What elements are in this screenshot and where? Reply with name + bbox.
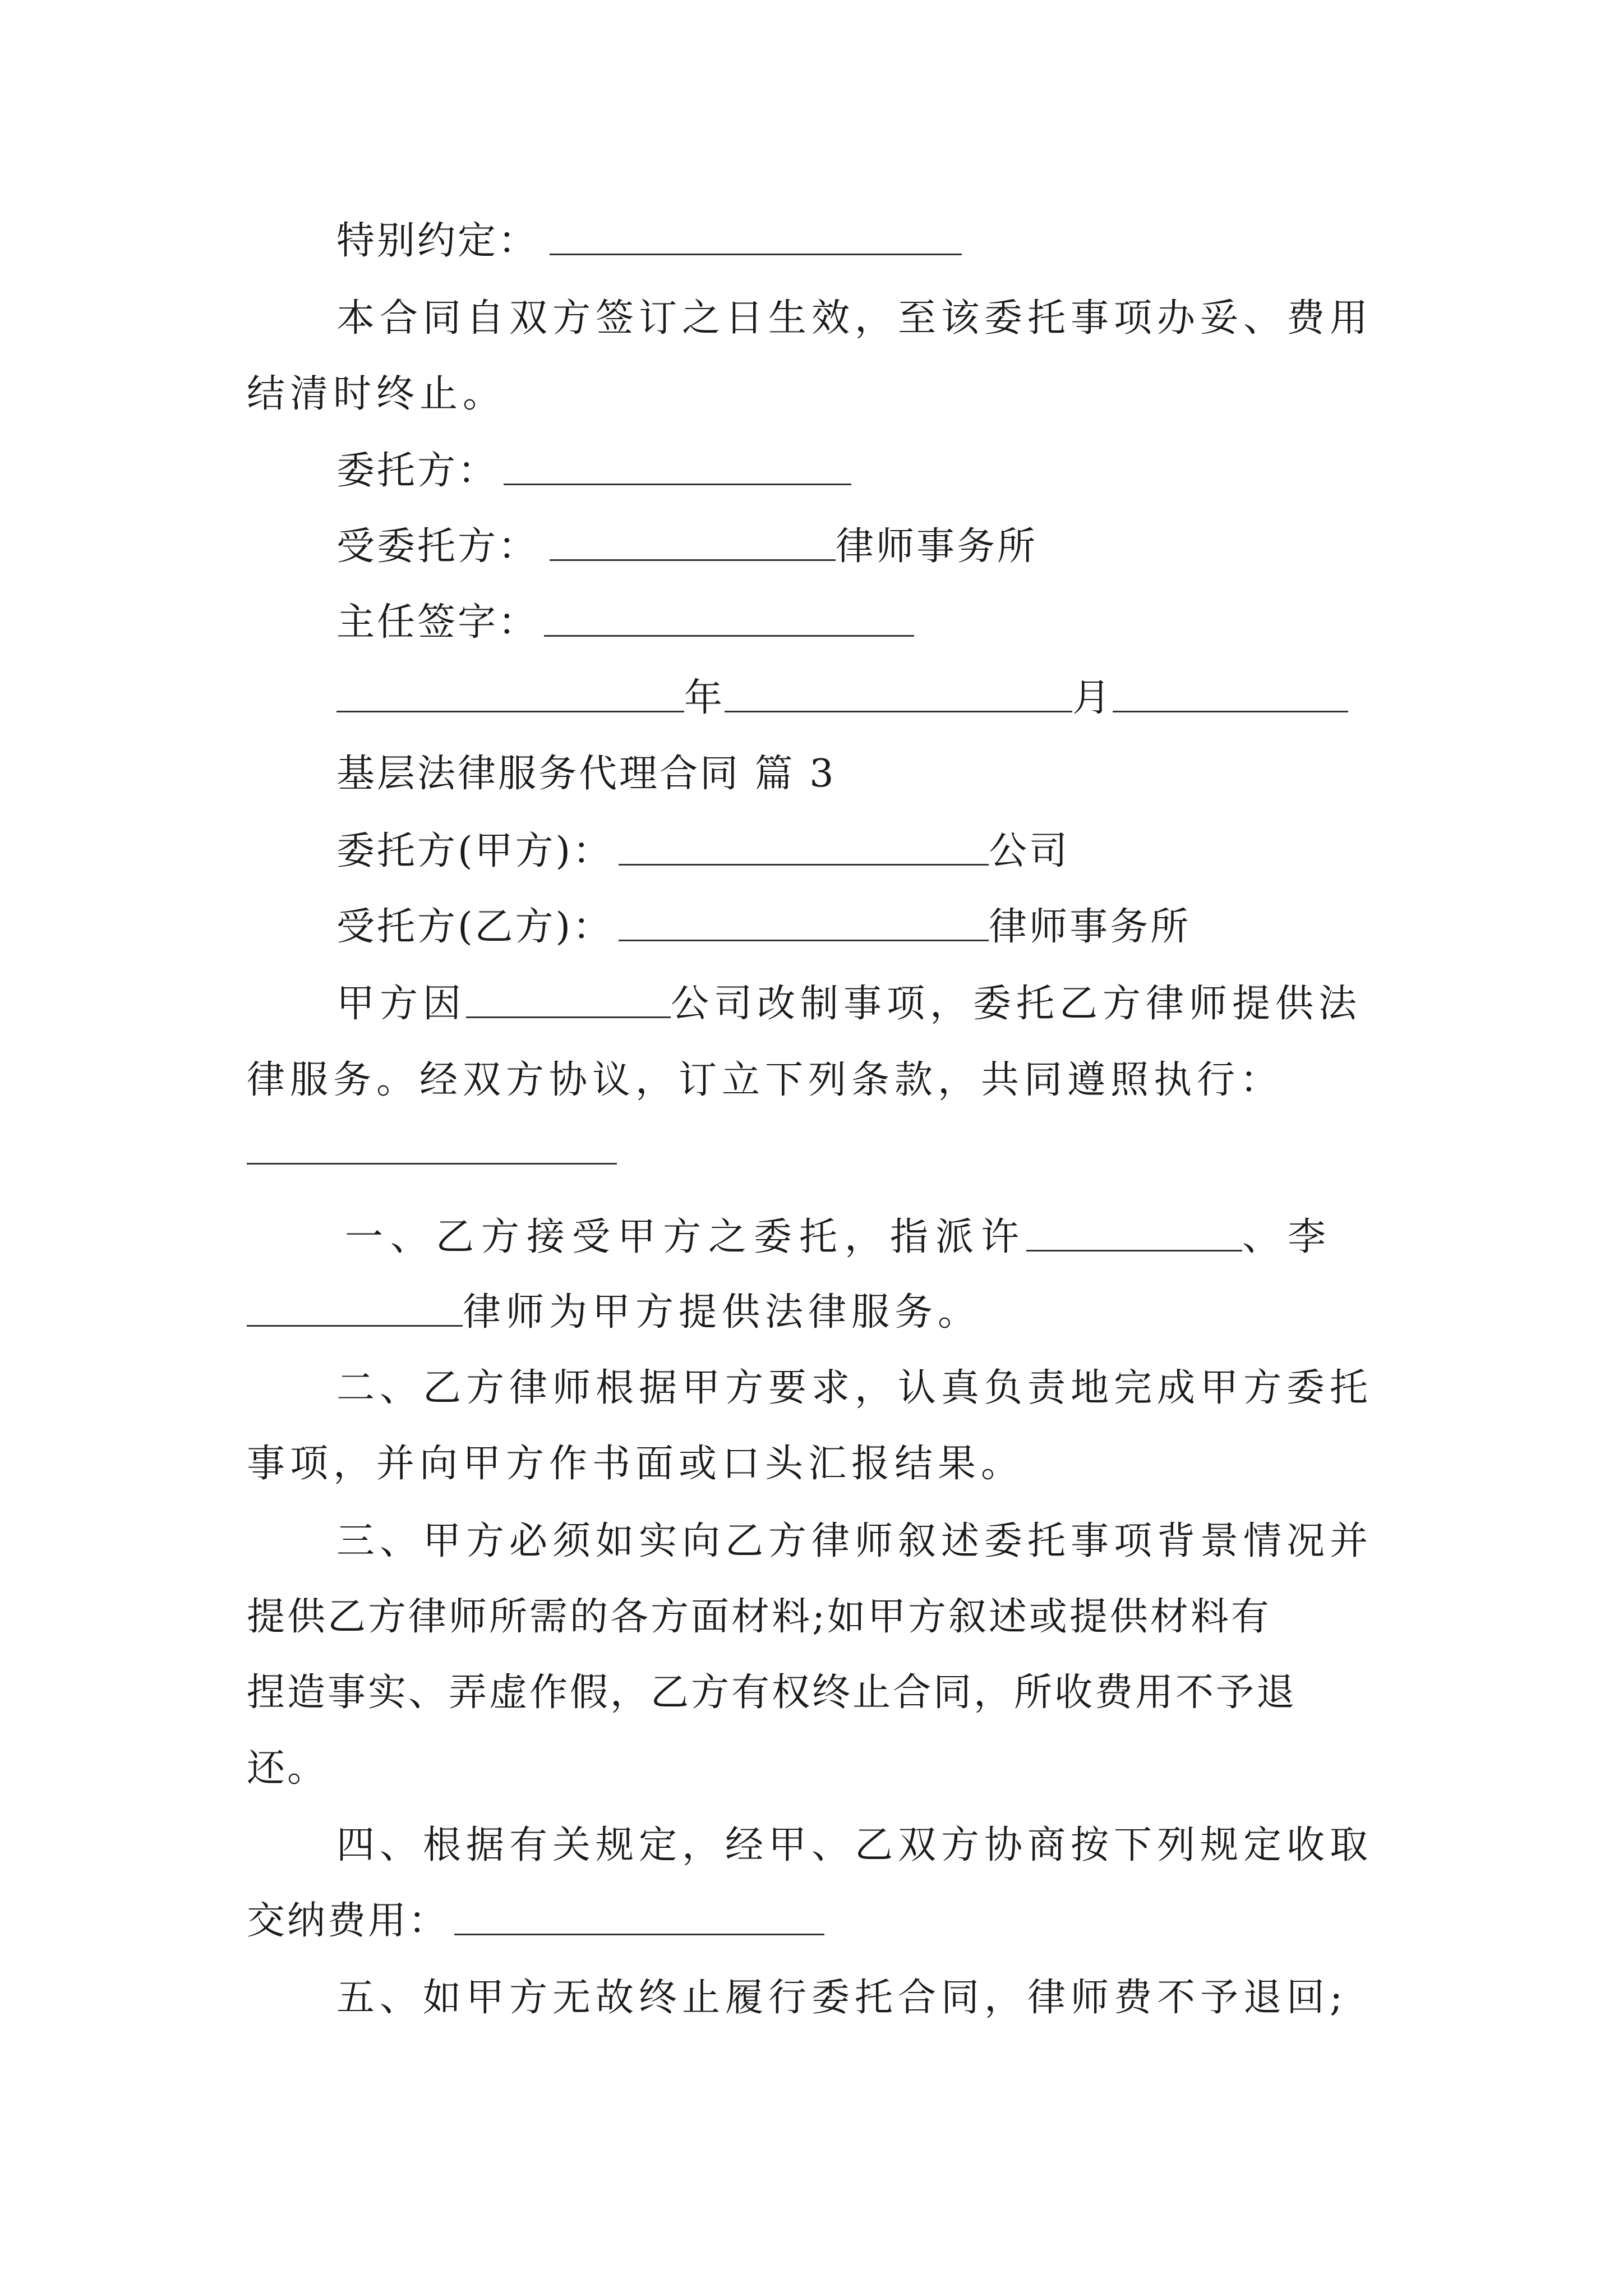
date-year-blank bbox=[336, 676, 684, 712]
clause-3-line-3: 捏造事实、弄虚作假，乙方有权终止合同，所收费用不予退 bbox=[247, 1671, 1297, 1715]
section-title: 基层法律服务代理合同 篇 3 bbox=[336, 752, 836, 796]
party-b-blank bbox=[619, 905, 989, 941]
clause-3-line-1: 三、甲方必须如实向乙方律师叙述委托事项背景情况并 bbox=[336, 1519, 1373, 1563]
clause-1-prefix: 一、乙方接受甲方之委托，指派许 bbox=[345, 1215, 1027, 1259]
clause-4-line-1: 四、根据有关规定，经甲、乙双方协商按下列规定收取 bbox=[336, 1823, 1373, 1867]
intro-line-2: 律服务。经双方协议，订立下列条款，共同遵照执行： bbox=[247, 1058, 1284, 1102]
intro-line-1 bbox=[336, 982, 1362, 1027]
intro-prefix: 甲方因 bbox=[336, 982, 467, 1026]
date-day-blank bbox=[1113, 676, 1348, 712]
date-month-label: 月 bbox=[1072, 676, 1113, 720]
clause-1-line-2-text: 律师为甲方提供法律服务。 bbox=[463, 1290, 981, 1335]
party-b-suffix: 律师事务所 bbox=[989, 905, 1191, 949]
special-agreement-line bbox=[336, 219, 962, 264]
agent-suffix: 律师事务所 bbox=[836, 524, 1038, 569]
clause-1-line-2 bbox=[247, 1290, 981, 1335]
intro-company-blank bbox=[466, 982, 671, 1018]
agent-line bbox=[336, 524, 1038, 569]
clause-1-mid: 、李 bbox=[1242, 1215, 1334, 1259]
director-sign-line bbox=[336, 600, 914, 645]
client-blank bbox=[504, 449, 851, 485]
special-agreement-blank bbox=[550, 219, 962, 255]
clause-2-line-2: 事项，并向甲方作书面或口头汇报结果。 bbox=[247, 1442, 1025, 1486]
agent-blank bbox=[550, 524, 836, 561]
date-year-label: 年 bbox=[684, 676, 725, 720]
effective-line-1: 本合同自双方签订之日生效，至该委托事项办妥、费用 bbox=[336, 296, 1373, 341]
clause-3-line-2: 提供乙方律师所需的各方面材料;如甲方叙述或提供材料有 bbox=[247, 1595, 1271, 1639]
director-sign-label: 主任签字： bbox=[336, 600, 539, 645]
clause-1-blank-1 bbox=[1026, 1215, 1242, 1251]
clause-2-line-1: 二、乙方律师根据甲方要求，认真负责地完成甲方委托 bbox=[336, 1366, 1373, 1410]
effective-line-2: 结清时终止。 bbox=[247, 372, 506, 416]
special-agreement-label: 特别约定： bbox=[336, 219, 539, 263]
clause-1-blank-2 bbox=[247, 1290, 463, 1327]
date-line bbox=[336, 676, 1348, 721]
party-a-suffix: 公司 bbox=[989, 829, 1070, 873]
party-a-label: 委托方(甲方)： bbox=[336, 829, 614, 873]
clause-4-fee-label: 交纳费用： bbox=[247, 1899, 449, 1943]
client-line bbox=[336, 449, 851, 494]
agent-label: 受委托方： bbox=[336, 524, 539, 569]
party-a-blank bbox=[619, 829, 989, 866]
director-sign-blank bbox=[544, 600, 914, 637]
client-label: 委托方： bbox=[336, 449, 499, 493]
party-a-line bbox=[336, 829, 1069, 874]
clause-4-line-2 bbox=[247, 1899, 824, 1944]
intro-suffix: 公司改制事项，委托乙方律师提供法 bbox=[671, 982, 1362, 1026]
party-b-label: 受托方(乙方)： bbox=[336, 905, 614, 949]
date-month-blank bbox=[725, 676, 1072, 712]
party-b-line bbox=[336, 905, 1191, 950]
clause-5-line-1: 五、如甲方无故终止履行委托合同，律师费不予退回; bbox=[336, 1976, 1348, 2020]
clause-4-fee-blank bbox=[454, 1899, 824, 1935]
standalone-blank bbox=[247, 1163, 617, 1165]
clause-1-line-1 bbox=[345, 1215, 1333, 1260]
clause-3-line-4: 还。 bbox=[247, 1746, 328, 1791]
